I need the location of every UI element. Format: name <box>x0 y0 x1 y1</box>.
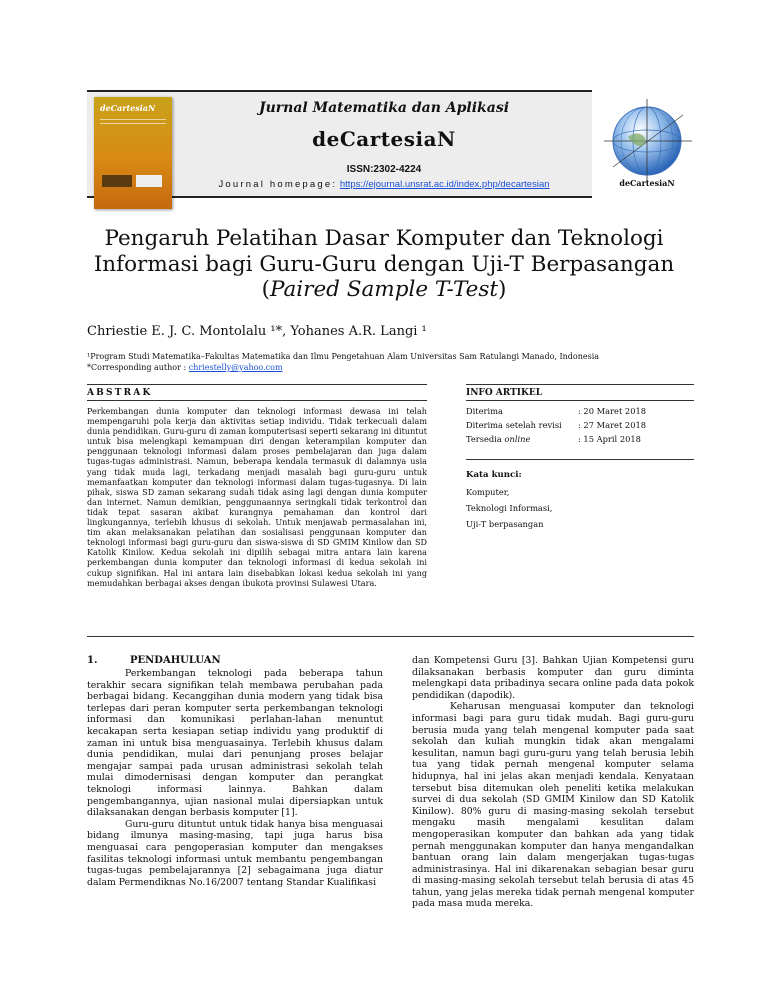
article-info-heading: INFO ARTIKEL <box>466 388 543 398</box>
divider <box>87 400 427 401</box>
homepage-link[interactable]: https://ejournal.unsrat.ac.id/index.php/decartesian <box>339 179 550 190</box>
abstract-text: Perkembangan dunia komputer dan teknologi informasi dewasa ini telah mempengaruhi pola kerja dan aktivitas setiap individu. Tidak terkecuali dalam dunia pendidikan. Guru-guru di zaman komputerisasi seperti sekarang ini dituntut untuk bisa melengkapi kemampuan diri dengan keterampilan komputer dan penggunaan teknologi informasi dalam proses pembelajaran dan juga dalam tugas-tugas administrasi. Namun, beberapa kendala termasuk di dalamnya usia yang tidak muda lagi, terkadang menjadi masalah bagi guru-guru untuk memanfaatkan komputer dan teknologi informasi dalam tugas-tugasnya. Di lain pihak, siswa SD zaman sekarang sudah tidak asing lagi dengan dunia komputer dan internet. Namun demikian, penggunaannya seringkali tidak terkontrol dan tidak tepat sasaran akibat kurangnya pemahaman dan kontrol dari lingkungannya, terlebih khusus di sekolah. Untuk menjawab permasalahan ini, tim akan melaksanakan pelatihan dan sosialisasi penggunaan komputer dan teknologi informasi bagi guru-guru dan siswa-siswa di SD GMIM Kinilow dan SD Katolik Kinilow. Kedua sekolah ini dipilih sebagai mitra antara lain karena perkembangan dunia komputer dan teknologi informasi di kedua sekolah ini cukup signifikan. Hal ini antara lain disebabkan lokasi kedua sekolah ini yang memudahkan berbagai akses dengan ibukota provinsi Sulawesi Utara. <box>87 406 427 588</box>
info-value: : 20 Maret 2018 <box>578 406 647 416</box>
info-label: Tersedia <box>466 434 505 444</box>
info-value: : 27 Maret 2018 <box>578 420 647 430</box>
info-value: : 15 April 2018 <box>578 434 641 444</box>
title-italic: Paired Sample T-Test <box>269 277 499 302</box>
keyword: Komputer, <box>466 487 510 497</box>
divider <box>466 459 694 460</box>
paper-title <box>60 226 708 303</box>
title-line: (Paired Sample T-Test) <box>261 277 507 302</box>
keywords-heading: Kata kunci: <box>466 470 522 480</box>
title-line: Informasi bagi Guru-Guru dengan Uji-T Berpasangan <box>93 251 675 277</box>
cover-block <box>102 175 132 187</box>
affiliation: ¹Program Studi Matematika–Fakultas Matematika dan Ilmu Pengetahuan Alam Universitas Sam Ratulangi Manado, Indonesia <box>87 352 600 361</box>
cover-line <box>100 123 166 124</box>
journal-brand: deCartesiaN <box>312 127 456 151</box>
logo-caption: deCartesiaN <box>619 178 675 188</box>
abstract-heading: ABSTRAK <box>87 388 153 398</box>
keyword: Uji-T berpasangan <box>466 519 544 529</box>
author-list: Chriestie E. J. C. Montolalu ¹*, Yohanes A.R. Langi ¹ <box>87 324 427 339</box>
paragraph: Keharusan menguasai komputer dan teknologi informasi bagi para guru tidak mudah. Bagi guru-guru berusia muda yang telah mengenal komputer pada saat sekolah dan kuliah mungkin tidak akan mengalami kesulitan, namun bagi guru-guru yang telah berusia lebih tua yang tidak pernah mengenal komputer selama hidupnya, hal ini jelas akan menjadi kendala. Kenyataan tersebut bisa ditemukan oleh peneliti ketika melakukan survei di dua sekolah (SD GMIM Kinilow dan SD Katolik Kinilow). 80% guru di masing-masing sekolah tersebut mengaku masih mengalami kesulitan dalam mengoperasikan komputer dan bahkan ada yang tidak pernah menggunakan komputer dan hanya mengandalkan bantuan orang lain dalam mengerjakan tugas-tugas administrasinya. Hal ini dikarenakan sebagian besar guru di masing-masing sekolah tersebut telah berusia di atas 45 tahun, yang jelas mereka tidak pernah mengenal komputer pada masa muda mereka. <box>412 701 694 910</box>
body-column-left <box>87 668 383 888</box>
divider <box>466 384 694 385</box>
info-label-italic: online <box>504 434 531 444</box>
info-label: Diterima <box>466 406 503 416</box>
cover-block <box>136 175 162 187</box>
keyword: Teknologi Informasi, <box>466 503 553 513</box>
section-divider <box>87 636 694 637</box>
cover-title: deCartesiaN <box>100 103 156 113</box>
journal-name: Jurnal Matematika dan Aplikasi <box>258 100 510 116</box>
author-email-link[interactable]: chriestelly@yahoo.com <box>188 363 283 372</box>
paragraph: Guru-guru dituntut untuk tidak hanya bisa menguasai bidang ilmunya masing-masing, tapi juga harus bisa menguasai cara pengoperasian komputer dan mengakses fasilitas teknologi informasi untuk membantu pengembangan tugas-tugas pembelajarannya [2] sebagaimana juga diatur dalam Permendiknas No.16/2007 tentang Standar Kualifikasi <box>87 818 383 888</box>
divider <box>466 400 694 401</box>
section-title: PENDAHULUAN <box>130 655 221 666</box>
issn: ISSN:2302-4224 <box>346 164 422 175</box>
paragraph: dan Kompetensi Guru [3]. Bahkan Ujian Kompetensi guru dilaksanakan berbasis komputer dan guru diminta melengkapi data pribadinya secara online pada data pokok pendidikan (dapodik). <box>412 655 694 701</box>
paragraph: Perkembangan teknologi pada beberapa tahun terakhir secara signifikan telah membawa perubahan pada berbagai bidang. Kecanggihan dunia modern yang tidak bisa terlepas dari peran komputer serta perkembangan teknologi informasi dan komunikasi perlahan-lahan menuntut kecakapan serta kesiapan setiap individu yang produktif di zaman ini untuk bisa menguasainya. Terlebih khusus dalam dunia pendidikan, mulai dari penunjang proses belajar mengajar sampai pada urusan administrasi sekolah telah mulai dimodernisasi dengan komputer dan perangkat teknologi informasi lainnya. Bahkan dalam pengembangannya, ujian nasional mulai dipersiapkan untuk dilaksanakan dengan berbasis komputer [1]. <box>87 668 383 819</box>
divider <box>87 384 427 385</box>
corresponding-author <box>87 363 283 372</box>
corresponding-label: *Corresponding author : <box>87 363 187 372</box>
title-line: Pengaruh Pelatihan Dasar Komputer dan Teknologi <box>104 226 664 251</box>
info-online <box>466 434 641 444</box>
cover-line <box>100 119 166 120</box>
body-column-right <box>412 655 694 910</box>
info-received <box>466 406 647 416</box>
journal-cover-image <box>94 97 172 209</box>
info-revised <box>466 420 647 430</box>
info-label: Diterima setelah revisi <box>466 420 562 430</box>
homepage-label: Journal homepage: <box>218 179 338 190</box>
journal-homepage <box>176 179 592 190</box>
section-number: 1. <box>87 655 98 666</box>
